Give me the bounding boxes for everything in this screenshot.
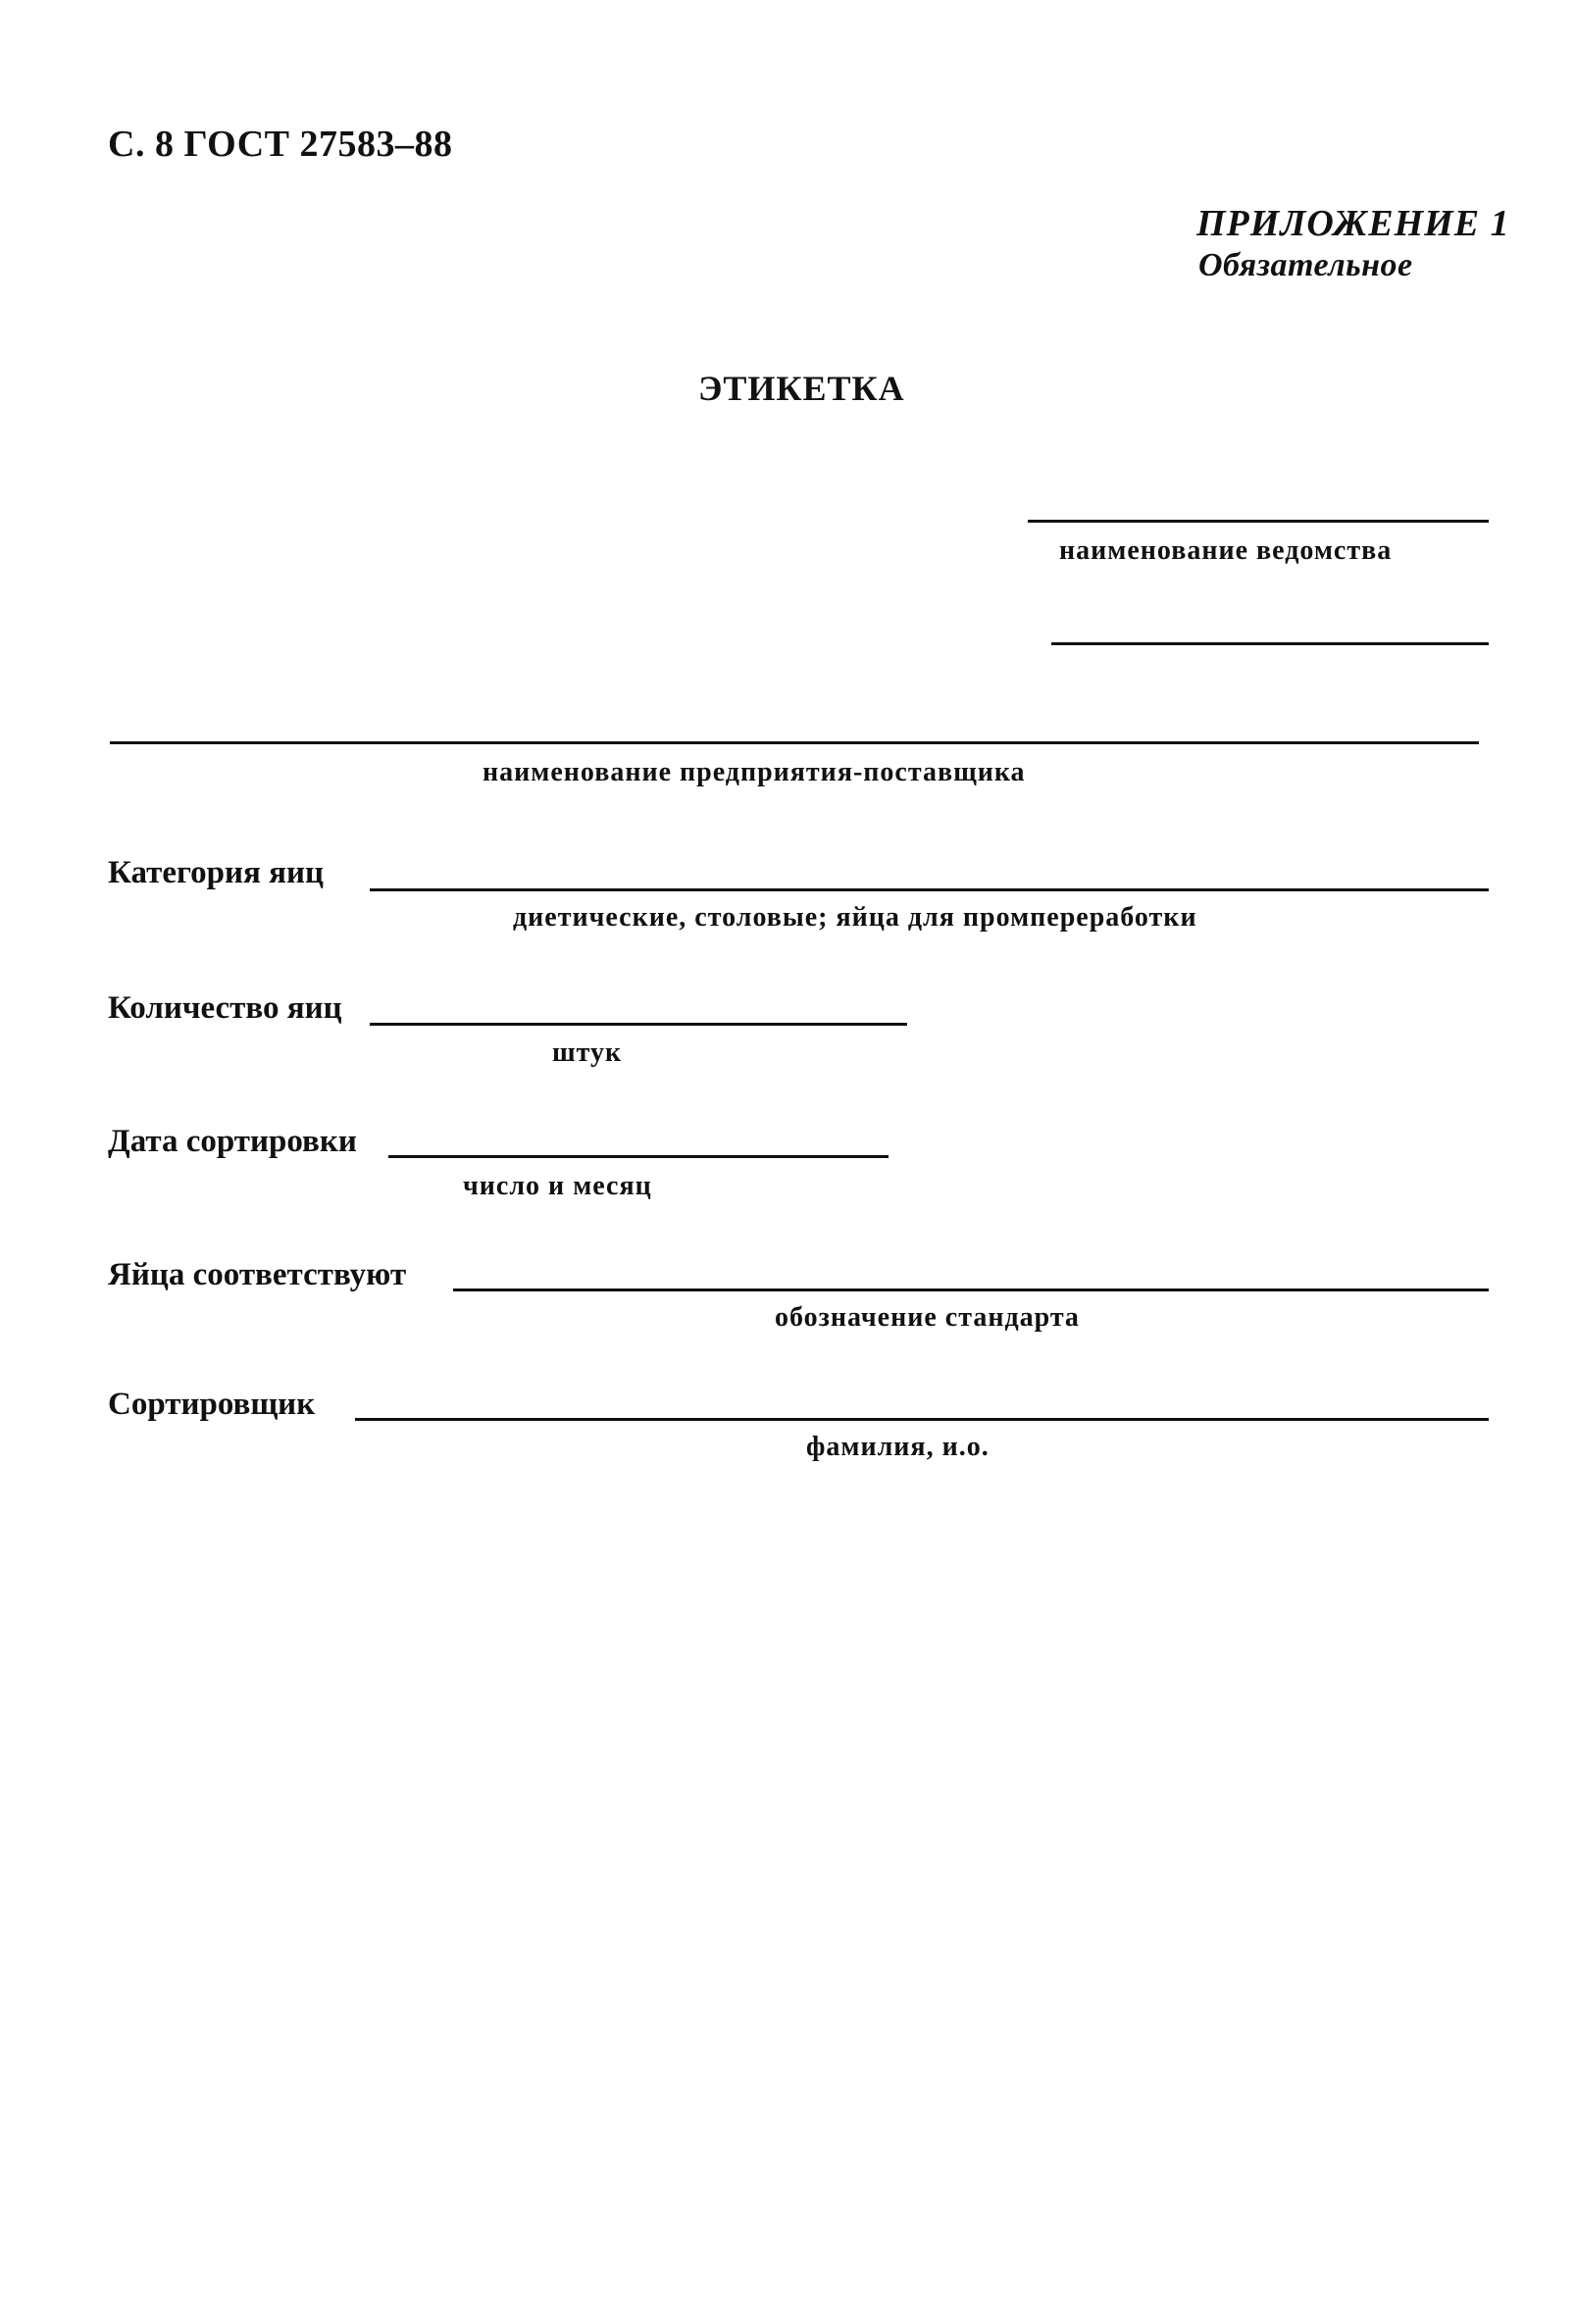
standard-line: [453, 1288, 1489, 1291]
sorting-date-label: Дата сортировки: [108, 1124, 357, 1159]
supplier-line: [110, 741, 1479, 744]
egg-category-label: Категория яиц: [108, 855, 325, 890]
sorting-date-line: [388, 1155, 889, 1158]
sorter-line: [355, 1418, 1489, 1421]
egg-category-caption: диетические, столовые; яйца для промпереработки: [513, 902, 1197, 933]
egg-quantity-line: [370, 1023, 907, 1026]
sorting-date-caption: число и месяц: [463, 1171, 652, 1201]
ministry-caption: наименование ведомства: [1059, 535, 1393, 566]
egg-quantity-caption: штук: [552, 1037, 623, 1068]
ministry-second-line: [1051, 642, 1489, 645]
egg-category-line: [370, 888, 1489, 891]
sorter-label: Сортировщик: [108, 1387, 316, 1422]
egg-quantity-label: Количество яиц: [108, 990, 342, 1026]
ministry-line: [1028, 520, 1489, 523]
supplier-caption: наименование предприятия-поставщика: [483, 757, 1026, 787]
standard-caption: обозначение стандарта: [775, 1302, 1080, 1333]
label-title: ЭТИКЕТКА: [698, 369, 905, 408]
appendix-title: ПРИЛОЖЕНИЕ 1: [1196, 203, 1510, 244]
sorter-caption: фамилия, и.о.: [806, 1432, 990, 1462]
standard-label: Яйца соответствуют: [108, 1257, 407, 1292]
page-header: С. 8 ГОСТ 27583–88: [108, 124, 453, 165]
appendix-status: Обязательное: [1198, 247, 1413, 283]
